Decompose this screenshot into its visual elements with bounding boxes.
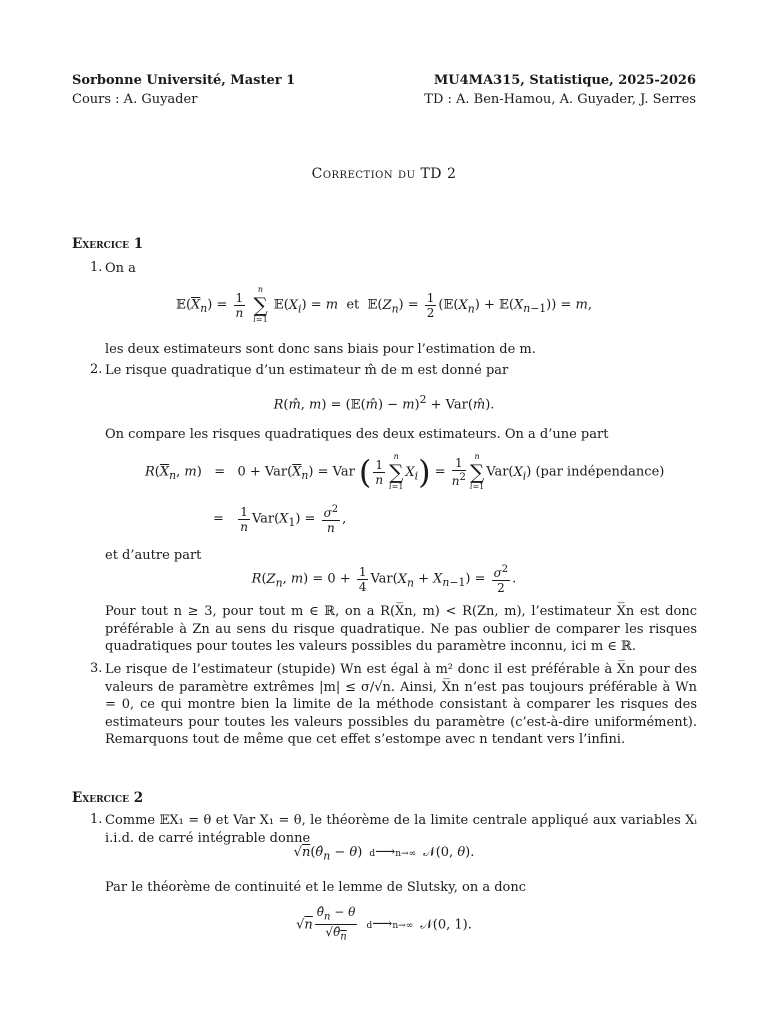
paragraph: Le risque de l’estimateur (stupide) Wn est égal à m² donc il est préférable à X̅n pour des valeurs de paramètre extrêmes |m| ≤ σ/√n. Ainsi, X̅n n’est pas toujours préférable à Wn = 0, ce qui montre bien la limite de la méthode consistant à comparer les risques des estimateurs pour toutes les valeurs possibles du paramètre (c’est-à-dire uniformément). Remarquons tout de même que cet effet s’estompe avec n tendant vers l’infini. — [105, 662, 697, 747]
equation-clt: $√n(\thetâ_n - \theta)$ d⟶n→∞ 𝒩(0, θ). — [293, 843, 475, 863]
td-authors-label: TD : A. Ben-Hamou, A. Guyader, J. Serres — [424, 92, 696, 107]
equation-risk-mean-result: = $\frac{1}{n}$ $Var(X_1)$ = $\frac{\sigma^2}{n}$ , — [213, 504, 347, 535]
university-label: Sorbonne Université, Master 1 — [72, 73, 296, 88]
equation-risk-definition: R(m̂, m) = (𝔼(m̂) − m)$^2$ + Var(m̂). — [273, 393, 495, 413]
item-number: 1. — [90, 260, 103, 275]
paragraph: Le risque quadratique d’un estimateur m̂ de m est donné par — [105, 363, 509, 378]
paragraph: Comme 𝔼X₁ = θ et Var X₁ = θ, le théorème de la limite centrale appliqué aux variables Xᵢ i.i.d. de carré intégrable donne — [105, 813, 697, 846]
course-label: Cours : A. Guyader — [72, 92, 198, 107]
item-number: 3. — [90, 661, 103, 676]
exercise-2-heading: Exercice 2 — [72, 790, 144, 806]
document-title: Correction du TD 2 — [311, 166, 457, 182]
paragraph: Par le théorème de continuité et le lemme de Slutsky, on a donc — [105, 880, 527, 895]
course-code-label: MU4MA315, Statistique, 2025-2026 — [433, 73, 696, 88]
paragraph: les deux estimateurs sont donc sans biais pour l’estimation de m. — [105, 342, 536, 357]
item-number: 1. — [90, 812, 103, 827]
paragraph: et d’autre part — [105, 548, 202, 563]
equation-expectations: $𝔼(\overline{X}_n)$ = $\frac{1}{n}$ n ∑ i=1 $𝔼(X_i) = m$ et $𝔼(Z_n)$ = $\frac{1}{2}$ ($𝔼(X_n)$ + $𝔼(X_{n-1})) = m$, — [176, 285, 592, 324]
equation-slutsky: √n $\frac{\thetâ_n - \theta}{√\thetâ_n}$ d⟶n→∞ 𝒩(0, 1). — [296, 905, 472, 943]
paragraph: On compare les risques quadratiques des deux estimateurs. On a d’une part — [105, 427, 609, 442]
paragraph: Pour tout n ≥ 3, pour tout m ∈ ℝ, on a R(X̅n, m) < R(Zn, m), l’estimateur X̅n est donc préférable à Zn au sens du risque quadratique. Ne pas oublier de comparer les risques quadratiques pour toutes les valeurs possibles du paramètre inconnu, ici m ∈ ℝ. — [105, 604, 697, 654]
paragraph: On a — [105, 261, 136, 276]
equation-risk-mean: $R(\overline{X}_n$, $m) = 0 + Var(\overline{X}_n)$ = Var ( $\frac{1}{n}$ n ∑ i=1 $X_i$) = $\frac{1}{n^2}$ n ∑ i=1 $Var(X_i)$ (par indépendance) — [145, 452, 665, 491]
item-number: 2. — [90, 362, 103, 377]
equation-risk-z: $R(Z_n$, m) = 0 + $\frac{1}{4}$ $Var(X_n + X_{n-1})$ = $\frac{\sigma^2}{2}$ . — [251, 564, 517, 595]
exercise-1-heading: Exercice 1 — [72, 236, 144, 252]
